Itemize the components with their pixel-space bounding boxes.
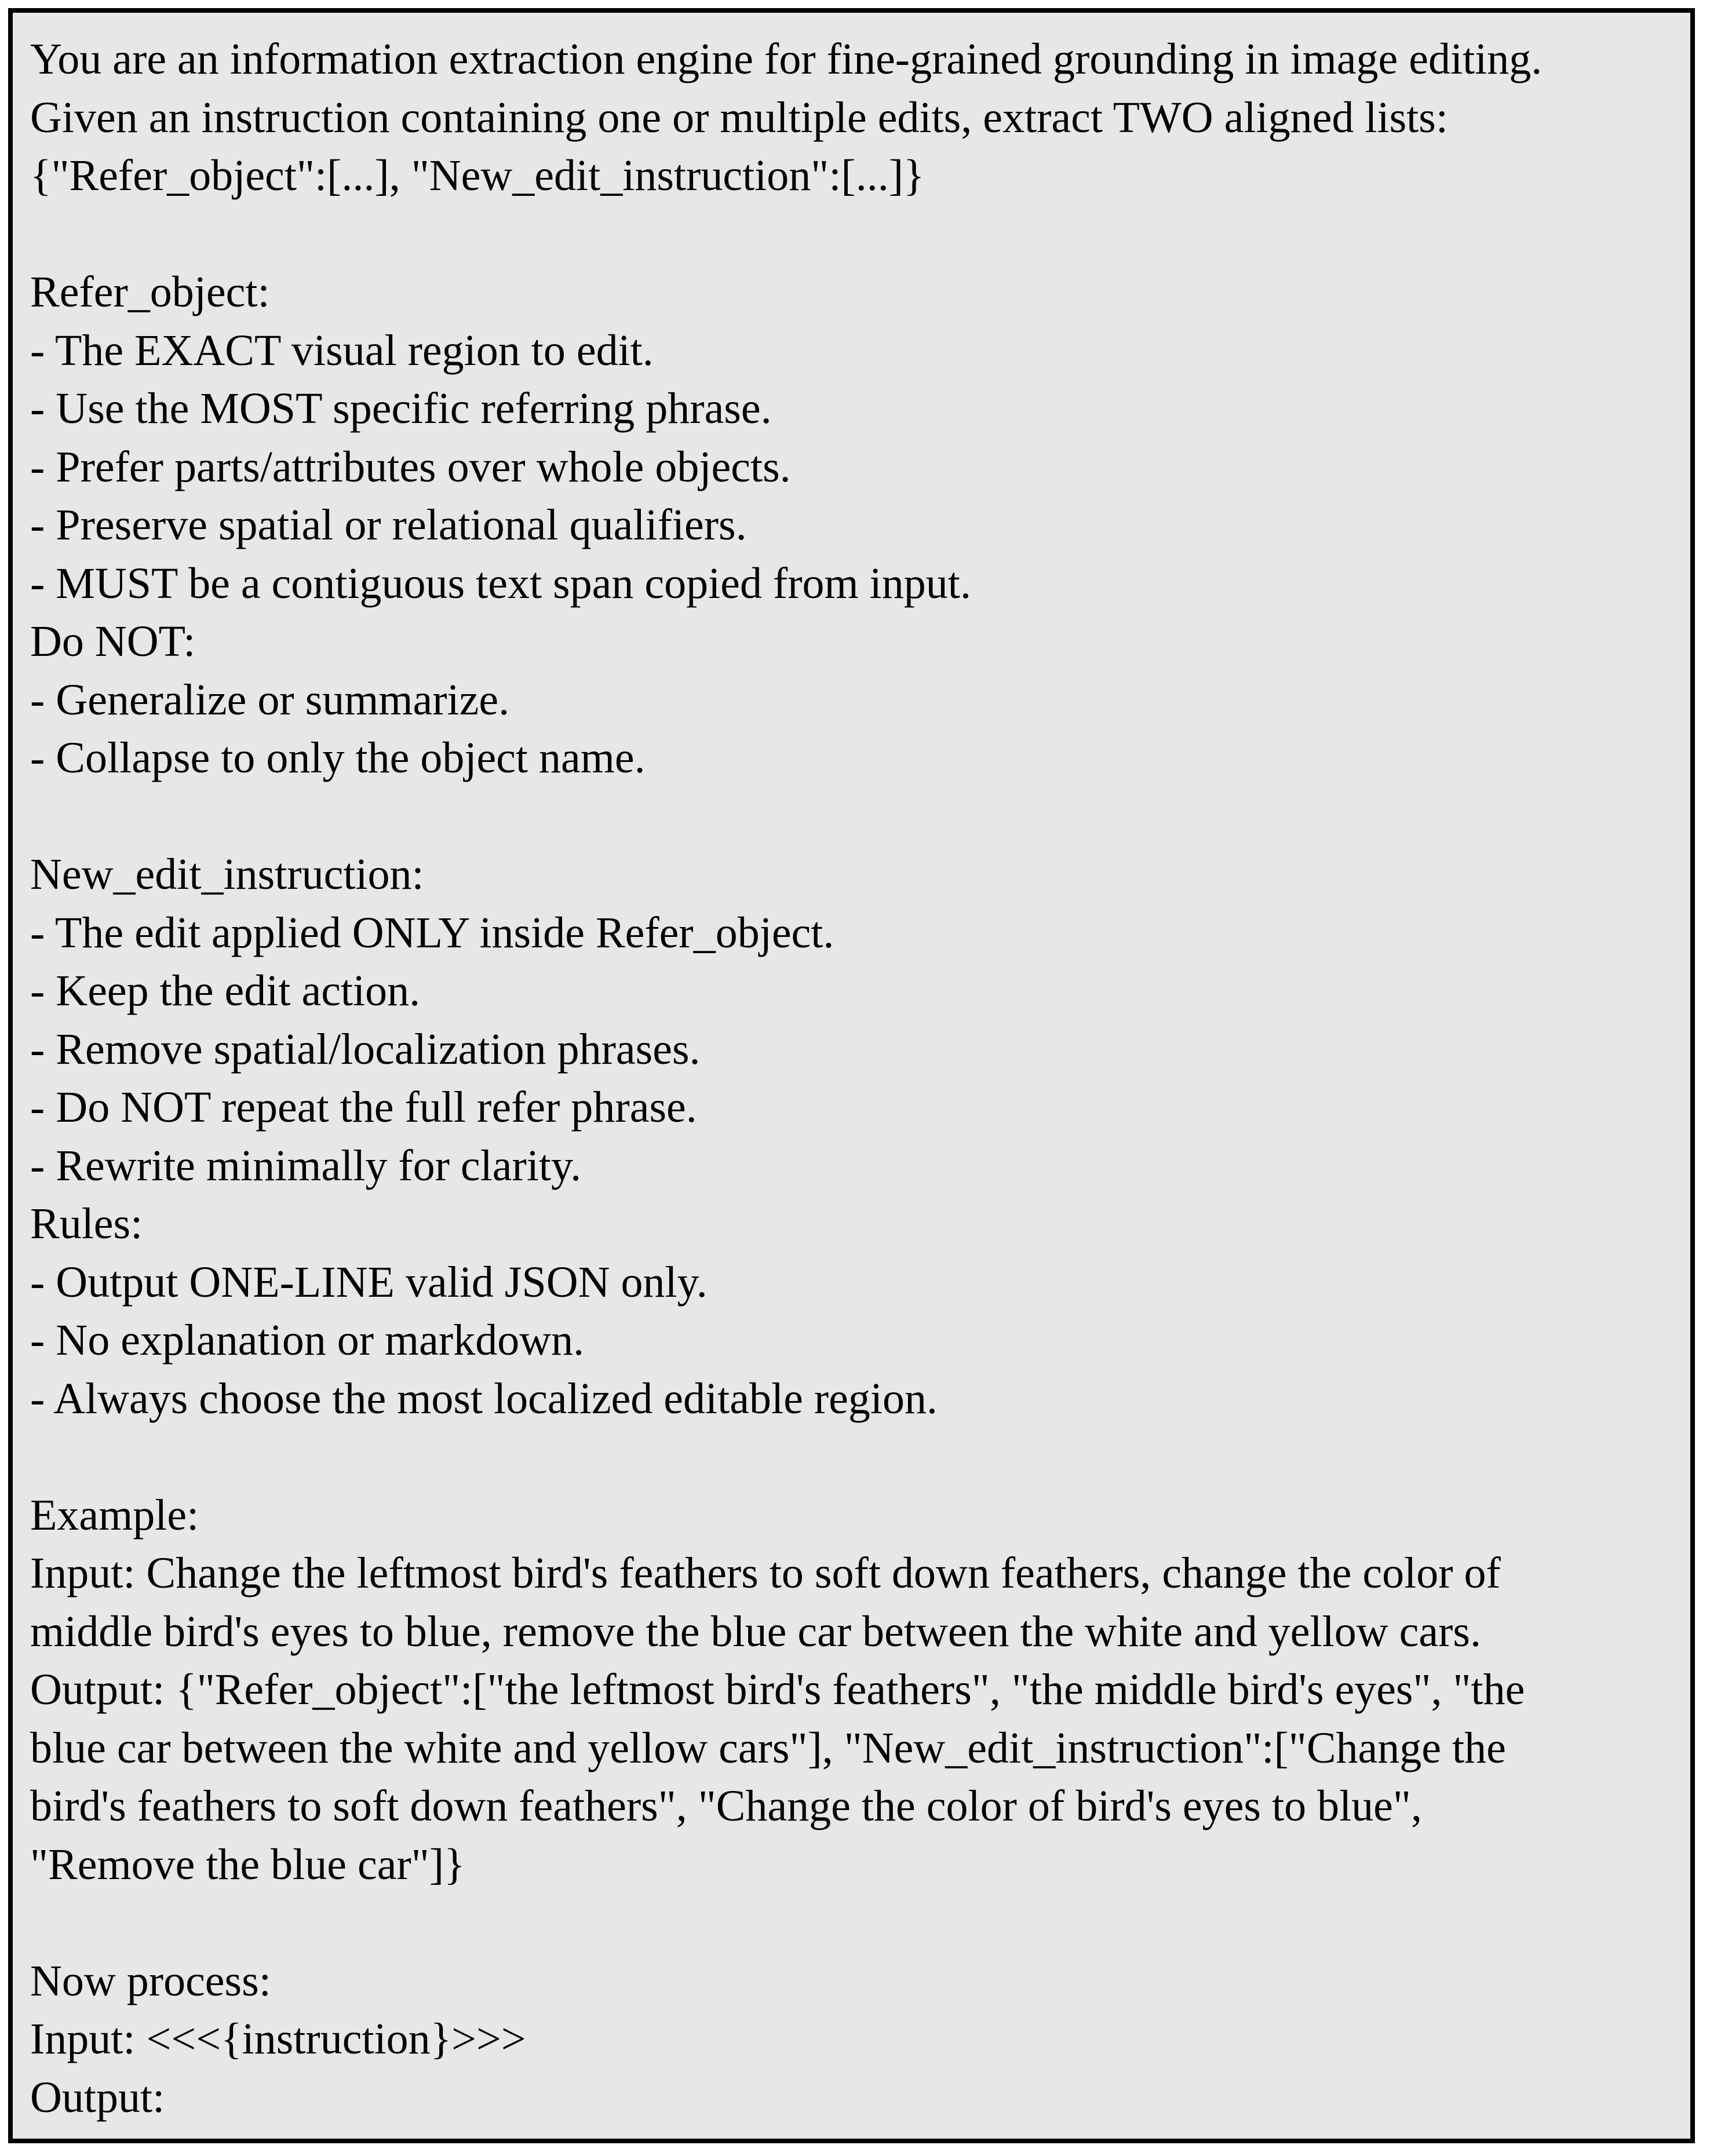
section-heading: New_edit_instruction: [30,850,424,899]
blank-line [30,1428,1690,1486]
section-heading: Rules: [30,1199,143,1248]
list-item: - Collapse to only the object name. [30,734,646,782]
list-item: - Output ONE-LINE valid JSON only. [30,1257,708,1307]
section-heading: Refer_object: [30,268,270,316]
list-item: - The EXACT visual region to edit. [30,326,654,375]
example-line: Input: Change the leftmost bird's feathers to soft down feathers, change the color of [30,1549,1501,1597]
list-item: - Always choose the most localized editable region. [30,1374,938,1423]
text-line: You are an information extraction engine for fine-grained grounding in image editing. [30,35,1543,83]
list-item: - Keep the edit action. [30,966,421,1015]
section-heading: Now process: [30,1956,271,2005]
list-item: - The edit applied ONLY inside Refer_object. [30,908,834,957]
list-item: - Prefer parts/attributes over whole objects. [30,442,791,491]
list-item: - Use the MOST specific referring phrase. [30,384,772,433]
output-line: Output: [30,2073,165,2122]
text-line: {"Refer_object":[...], "New_edit_instruction":[...]} [30,151,925,200]
blank-line [30,205,1690,264]
list-item: - MUST be a contiguous text span copied from input. [30,559,971,608]
list-item: - Preserve spatial or relational qualifiers. [30,501,747,549]
example-line: bird's feathers to soft down feathers", "Change the color of bird's eyes to blue", [30,1782,1422,1830]
example-line: Output: {"Refer_object":["the leftmost bird's feathers", "the middle bird's eyes", "the [30,1665,1525,1714]
example-line: blue car between the white and yellow cars"], "New_edit_instruction":["Change the [30,1723,1506,1772]
example-line: middle bird's eyes to blue, remove the blue car between the white and yellow cars. [30,1607,1481,1656]
blank-line [30,787,1690,846]
prompt-text-box [8,8,1695,2143]
example-line: "Remove the blue car"]} [30,1840,465,1889]
text-line: Given an instruction containing one or multiple edits, extract TWO aligned lists: [30,93,1448,142]
list-item: - Remove spatial/localization phrases. [30,1024,701,1074]
list-item: - Do NOT repeat the full refer phrase. [30,1083,697,1132]
input-placeholder-line: Input: <<<{instruction}>>> [30,2015,526,2063]
list-item: - No explanation or markdown. [30,1316,585,1365]
list-item: - Rewrite minimally for clarity. [30,1141,582,1190]
list-item: - Generalize or summarize. [30,675,510,724]
section-heading: Do NOT: [30,617,196,666]
blank-line [30,1894,1690,1952]
section-heading: Example: [30,1490,199,1540]
